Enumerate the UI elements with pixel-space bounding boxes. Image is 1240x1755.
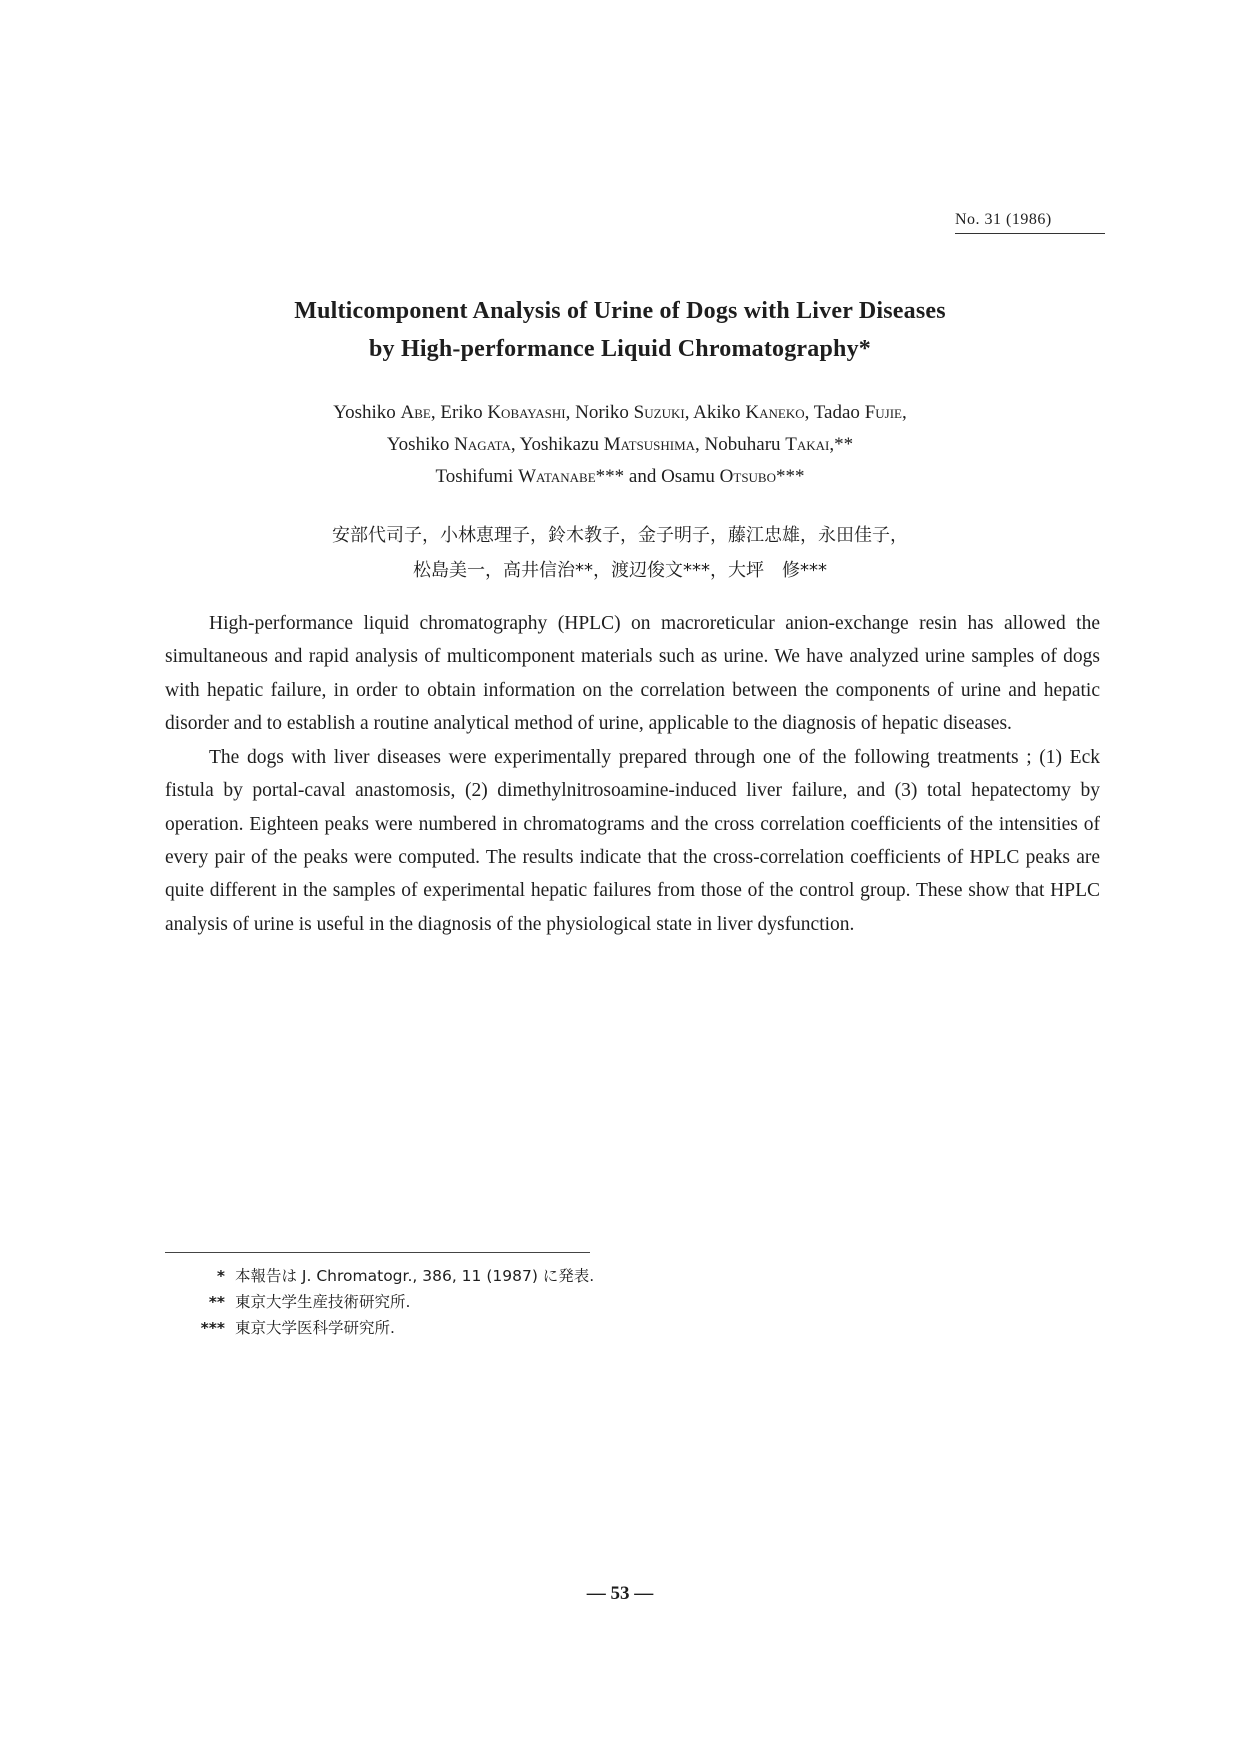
abstract [165, 607, 1100, 942]
author-jp-line-2: 松島美一，高井信治**，渡辺俊文***，大坪 修*** [413, 560, 827, 581]
footnote-item: * 本報告は J. Chromatogr., 386, 11 (1987) に発表. [216, 1267, 595, 1285]
author-line-1: Yoshiko Abe, Eriko Kobayashi, Noriko Suzuki, Akiko Kaneko, Tadao Fujie, [333, 402, 907, 423]
author-line-2: Yoshiko Nagata, Yoshikazu Matsushima, Nobuharu Takai,** [386, 434, 854, 455]
footnote-item: ** 東京大学生産技術研究所. [208, 1293, 411, 1311]
paper-title [180, 292, 1060, 368]
footnote-item: *** 東京大学医科学研究所. [200, 1319, 395, 1337]
footnotes [165, 1263, 765, 1341]
author-list [180, 397, 1060, 493]
author-jp-line-1: 安部代司子，小林恵理子，鈴木教子，金子明子，藤江忠雄，永田佳子， [332, 525, 908, 546]
issue-number: No. 31 (1986) [955, 211, 1105, 234]
title-line-2: by High-performance Liquid Chromatography* [369, 336, 871, 362]
page-number: — 53 — [586, 1583, 654, 1604]
author-line-3: Toshifumi Watanabe*** and Osamu Otsubo*** [435, 466, 805, 487]
author-list-japanese [180, 518, 1060, 588]
footnote-divider [165, 1252, 590, 1253]
abstract-paragraph-1: High-performance liquid chromatography (HPLC) on macroreticular anion-exchange resin has allowed the simultaneous and rapid analysis of multicomponent materials such as urine. We have analyzed urine samples of dogs with hepatic failure, in order to obtain information on the correlation between the components of urine and hepatic disorder and to establish a routine analytical method of urine, applicable to the diagnosis of hepatic diseases. [165, 613, 1100, 734]
title-line-1: Multicomponent Analysis of Urine of Dogs with Liver Diseases [294, 298, 946, 324]
abstract-paragraph-2: The dogs with liver diseases were experimentally prepared through one of the following treatments ; (1) Eck fistula by portal-caval anastomosis, (2) dimethylnitrosoamine-induced liver failure, and (3) total hepatectomy by operation. Eighteen peaks were numbered in chromatograms and the cross correlation coefficients of the intensities of every pair of the peaks were computed. The results indicate that the cross-correlation coefficients of HPLC peaks are quite different in the samples of experimental hepatic failures from those of the control group. These show that HPLC analysis of urine is useful in the diagnosis of the physiological state in liver dysfunction. [165, 747, 1100, 935]
